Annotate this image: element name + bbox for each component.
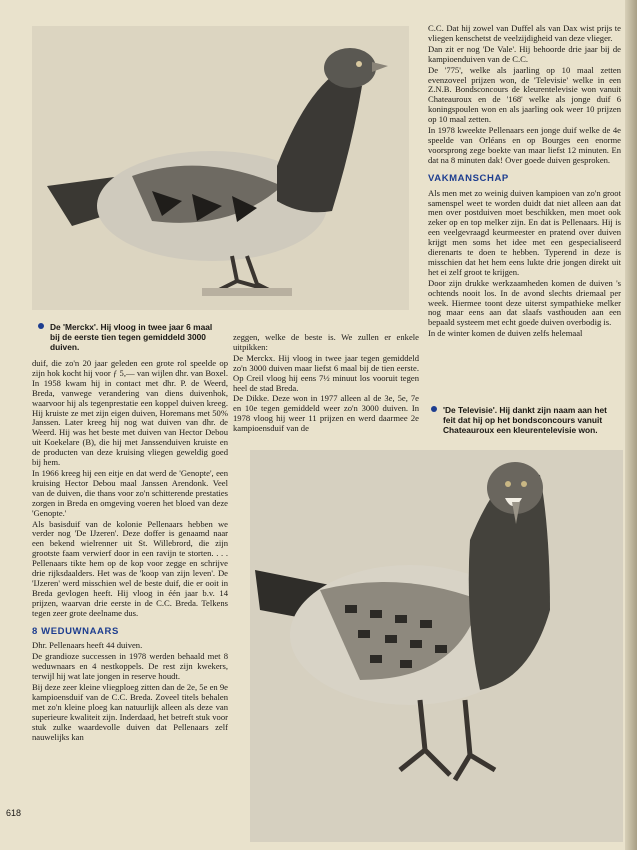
paragraph: De Dikke. Deze won in 1977 alleen al de 3e, 5e, 7e en 10e tegen gemiddeld weer zo'n 3000 duiven. In 1978 vloog hij weer 11 prijzen en werd daarmee 2e kampioensduif van de [233,393,419,434]
column-middle [233,333,419,435]
pigeon-photo-merckx [32,26,409,310]
paragraph: Als basisduif van de kolonie Pellenaars hebben we verder nog 'De IJzeren'. Deze doffer is genaamd naar een bekend wielrenner uit St. Willebrord, die zijn grootste faam verwierf door in een ravijn te storten. . . . Pellenaars tikte hem op de kop voor zegge en schrijve drie rijksdaalders. Het was de 'koop van zijn leven'. De 'IJzeren' werd misschien wel de beste duif, die er ooit in Breda gevlogen heeft. Hij vloog in één jaar b.v. 14 prijzen, waarvan drie eerste in de C.C. Breda. Telkens tegen zeer grote deelname dus. [32,518,228,618]
paragraph: zeggen, welke de beste is. We zullen er enkele uitpikken: [233,332,419,352]
section-heading-weduwnaars: 8 WEDUWNAARS [32,625,119,637]
caption-televisie [443,405,621,435]
paragraph: Dhr. Pellenaars heeft 44 duiven. [32,640,143,651]
paragraph: Dan zit er nog 'De Vale'. Hij behoorde drie jaar bij de kampioenduiven van de C.C. [428,43,621,64]
pigeon-image [32,26,409,310]
paragraph: De '775', welke als jaarling op 10 maal zetten evenzoveel prijzen won, de 'Televisie' welke in een Z.N.B. Bondsconcours de kleurentelevisie won vanuit Chateauroux en de '168' welke als jonge duif 6 koningspoulen won en als jaarling ook weer 10 prijzen op 10 maal zetten. [428,64,621,125]
paragraph: Als men met zo weinig duiven kampioen van zo'n groot samenspel weet te worden duidt dat niet alleen aan dat men over postduiven moet beschikken, men moet ook zeker op en top melker zijn. En dat is Pellenaars. Hij is een veelgevraagd keurmeester en pratend over duiven krijgt men soms het idee met een gespecialiseerd dierenarts te doen te hebben. Typerend in deze is misschien dat het hem eens lukte drie jongen direkt uit het ei zelf groot te krijgen. [428,187,621,277]
paragraph: duif, die zo'n 20 jaar geleden een grote rol speelde op zijn hok kocht hij voor ƒ 5,— van wijlen dhr. van Boxel. In 1958 kwam hij in contact met dhr. P. de Weerd, Breda, vanwege verandering van diens duivenhok, waarvoor hij als tegenprestatie een koppel duiven kreeg. Hij kruiste ze met zijn eigen duiven, Horemans met 50% Janssen. Later kreeg hij nog wat duiven van dhr. de Weerd. Hij was het beste met duiven van Hector Debou uit Koekelare (B), die hij met Janssenduiven kruiste en de producten van deze kruising vliegen geweldig goed bij hem. [32,358,228,468]
pigeon-photo-televisie [250,450,623,842]
page-edge-shadow [625,0,637,850]
section-heading-vakmanschap: VAKMANSCHAP [428,172,509,184]
paragraph: C.C. Dat hij zowel van Duffel als van Dax wist prijs te vliegen kenschetst de veelzijdigheid van deze vlieger. [428,23,621,43]
caption-merckx-text: De 'Merckx'. Hij vloog in twee jaar 6 maal bij de eerste tien tegen gemiddeld 3000 duiven. [50,322,213,352]
paragraph: Door zijn drukke werkzaamheden komen de duiven 's ochtends nooit los. In de avond slechts driemaal per week. Hiermee toont deze uiterst sympathieke melker nog maar eens aan dat slaafs vasthouden aan een bepaald systeem met echt goede duiven overbodig is. [428,277,621,328]
bullet-icon [38,323,44,329]
column-right [428,24,621,340]
paragraph: In 1978 kweekte Pellenaars een jonge duif welke de 4e speelde van Orléans en op Bourges een enorme voorsprong zege boekte van maar liefst 12 minuten. En dat na 8 minuten dak! Over goede duiven gesproken. [428,125,621,165]
column-left [32,359,228,744]
paragraph: In 1966 kreeg hij een eitje en dat werd de 'Genopte', een kruising Hector Debou maal Janssen Arendonk. Veel van de duiven, die thans voor zo'n schitterende prestaties zorgen in Breda en omgeving voeren het bloed van deze 'Genopte.' [32,467,228,518]
page-number: 618 [6,808,22,818]
paragraph: De Merckx. Hij vloog in twee jaar tegen gemiddeld zo'n 3000 duiven maar liefst 6 maal bij de tien eerste. Op Creil vloog hij eens 7½ minuut los vooruit tegen heel de stad Breda. [233,352,419,393]
paragraph: De grandioze successen in 1978 werden behaald met 8 weduwnaars en 4 nestkoppels. De rest zijn kwekers, terwijl hij wat late jongen in reserve houdt. [32,651,228,682]
bullet-icon [431,406,437,412]
caption-merckx [50,322,220,352]
paragraph: Bij deze zeer kleine vliegploeg zitten dan de 2e, 5e en 9e kampioensduif van de C.C. Breda. Zoveel titels behalen met zo'n kleine ploeg kan natuurlijk alleen als deze van superieure kwaliteit zijn. Inderdaad, het betreft stuk voor stuk zulke waardevolle duiven dat Pellenaars zelf nauwelijks kan [32,682,228,742]
pigeon-image [250,450,623,842]
caption-televisie-text: 'De Televisie'. Hij dankt zijn naam aan het feit dat hij op het bondsconcours vanuit Chateauroux een kleurentelevisie won. [443,405,607,435]
paragraph: In de winter komen de duiven zelfs helemaal [428,328,583,339]
